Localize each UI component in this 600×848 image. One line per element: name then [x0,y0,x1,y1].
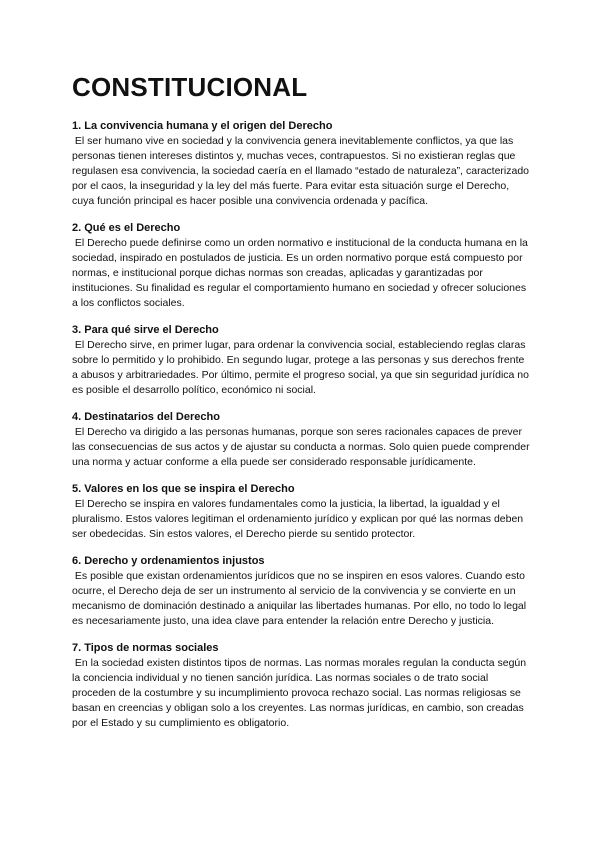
section-heading: 7. Tipos de normas sociales [72,642,219,654]
section-4 [72,410,532,470]
section-body: Es posible que existan ordenamientos jurídicos que no se inspiren en esos valores. Cuando esto ocurre, el Derecho deja de ser un instrumento al servicio de la convivencia y se convierte en un mecanismo de dominación destinado a aniquilar las libertades humanas. Por ello, no todo lo legal es necesariamente justo, una idea clave para entender la relación entre Derecho y justicia. [72,570,530,627]
section-body: El Derecho se inspira en valores fundamentales como la justicia, la libertad, la igualdad y el pluralismo. Estos valores legitiman el ordenamiento jurídico y explican por qué las normas deben ser obedecidas. Sin estos valores, el Derecho pierde su sentido protector. [72,498,527,540]
section-body: En la sociedad existen distintos tipos de normas. Las normas morales regulan la conducta según la conciencia individual y no tienen sanción jurídica. Las normas sociales o de trato social proceden de la costumbre y su incumplimiento provoca rechazo social. Las normas religiosas se basan en creencias y obligan solo a los creyentes. Las normas jurídicas, en cambio, son creadas por el Estado y su cumplimiento es obligatorio. [72,657,530,729]
section-heading: 1. La convivencia humana y el origen del Derecho [72,120,333,132]
section-3 [72,323,532,398]
section-5 [72,482,532,542]
section-body: El Derecho puede definirse como un orden normativo e institucional de la conducta humana en la sociedad, inspirado en postulados de justicia. Es un orden normativo porque está compuesto por normas, e institucional porque dichas normas son creadas, aplicadas y garantizadas por instituciones. Su finalidad es regular el comportamiento humano en sociedad y ofrecer soluciones a los conflictos sociales. [72,237,531,309]
section-heading: 3. Para qué sirve el Derecho [72,324,219,336]
document-page [72,68,532,743]
document-title: CONSTITUCIONAL [72,72,308,102]
section-2 [72,221,532,311]
section-1 [72,119,532,209]
section-7 [72,641,532,731]
section-body: El Derecho sirve, en primer lugar, para ordenar la convivencia social, estableciendo reglas claras sobre lo permitido y lo prohibido. En segundo lugar, protege a las personas y sus derechos frente a abusos y arbitrariedades. Por último, permite el progreso social, ya que sin seguridad jurídica no es posible el desarrollo político, económico ni social. [72,339,532,396]
section-heading: 4. Destinatarios del Derecho [72,411,220,423]
section-body: El ser humano vive en sociedad y la convivencia genera inevitablemente conflictos, ya que las personas tienen intereses distintos y, muchas veces, contrapuestos. Si no existieran reglas que regulasen esa convivencia, la sociedad caería en el llamado “estado de naturaleza”, caracterizado por el caos, la inseguridad y la ley del más fuerte. Para evitar esta situación surge el Derecho, cuya función principal es hacer posible una convivencia ordenada y pacífica. [72,135,532,207]
section-heading: 5. Valores en los que se inspira el Derecho [72,483,295,495]
section-6 [72,554,532,629]
section-body: El Derecho va dirigido a las personas humanas, porque son seres racionales capaces de prever las consecuencias de sus actos y de ajustar su conducta a normas. Solo quien puede comprender una norma y actuar conforme a ella puede ser considerado responsable jurídicamente. [72,426,533,468]
section-heading: 2. Qué es el Derecho [72,222,181,234]
section-heading: 6. Derecho y ordenamientos injustos [72,555,265,567]
